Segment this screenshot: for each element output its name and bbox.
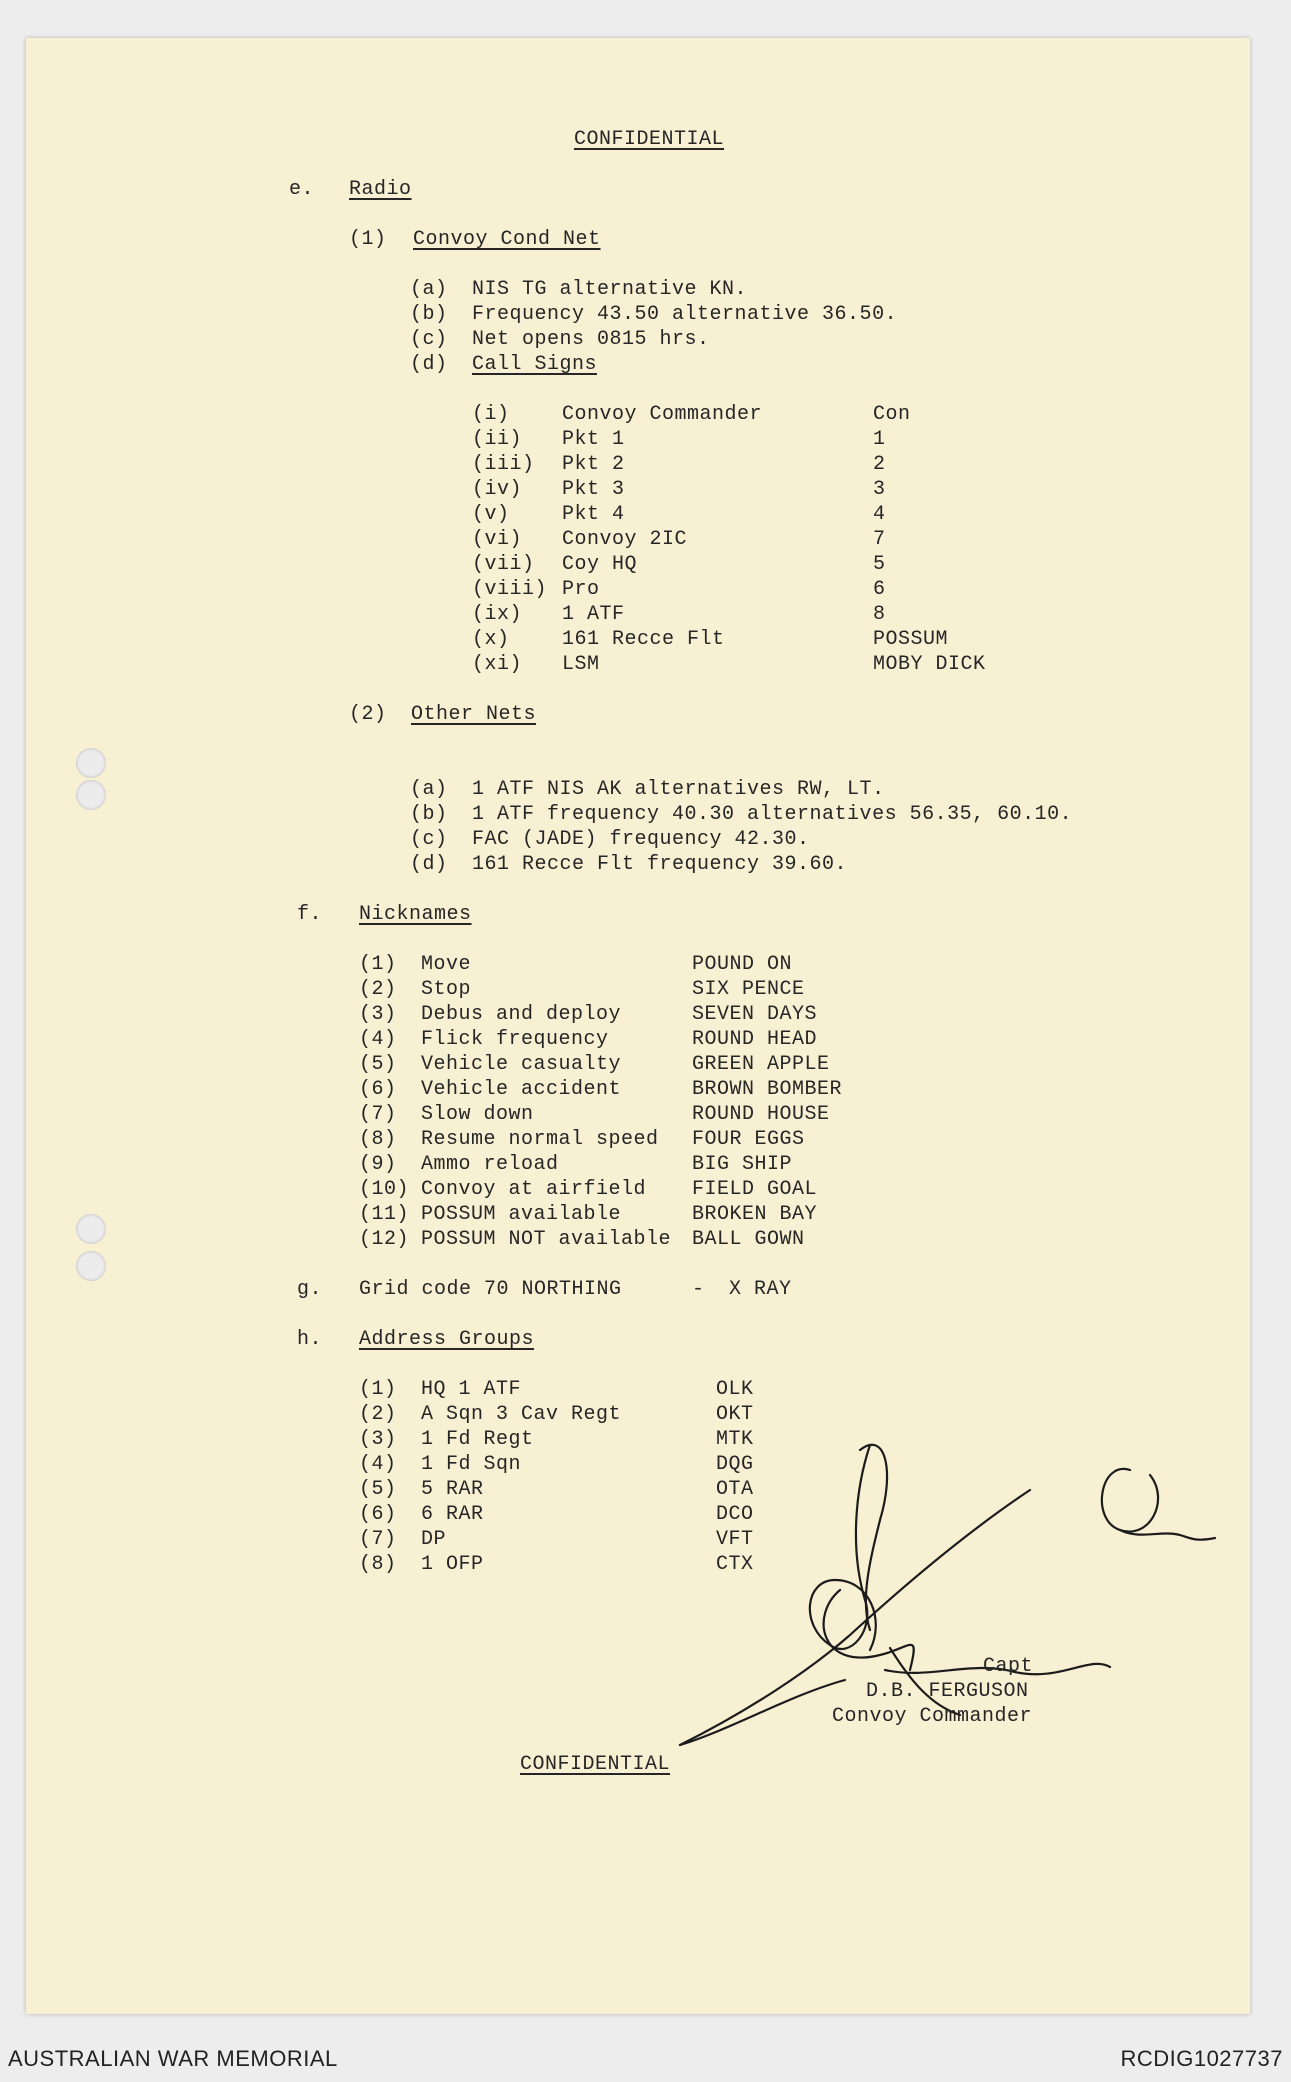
call-sign-number: (vii): [472, 553, 535, 576]
nickname-meaning: POSSUM available: [421, 1203, 622, 1226]
address-number: (1): [359, 1378, 397, 1401]
list-item-text: 1 ATF frequency 40.30 alternatives 56.35, 60.10.: [472, 803, 1073, 826]
nickname-code: GREEN APPLE: [692, 1053, 830, 1076]
call-sign-name: Pkt 3: [562, 478, 625, 501]
call-sign-number: (viii): [472, 578, 548, 601]
grid-code-dash: -: [692, 1278, 705, 1301]
call-sign-name: 161 Recce Flt: [562, 628, 725, 651]
nickname-meaning: Stop: [421, 978, 472, 1001]
archive-label-left: AUSTRALIAN WAR MEMORIAL: [8, 2046, 338, 2071]
grid-code-value: X RAY: [729, 1278, 792, 1301]
nickname-number: (1): [359, 953, 397, 976]
list-item-marker: (a): [410, 278, 448, 301]
nickname-number: (8): [359, 1128, 397, 1151]
call-sign-name: Pkt 1: [562, 428, 625, 451]
nickname-meaning: Debus and deploy: [421, 1003, 622, 1026]
subsection-1-title: Convoy Cond Net: [413, 228, 601, 251]
list-item-marker: (a): [410, 778, 448, 801]
address-number: (2): [359, 1403, 397, 1426]
nickname-number: (4): [359, 1028, 397, 1051]
call-sign-name: Pkt 4: [562, 503, 625, 526]
call-sign-name: 1 ATF: [562, 603, 625, 626]
grid-code-text: Grid code 70 NORTHING: [359, 1278, 622, 1301]
call-sign-name: Convoy 2IC: [562, 528, 688, 551]
nickname-meaning: Convoy at airfield: [421, 1178, 647, 1201]
address-unit: HQ 1 ATF: [421, 1378, 522, 1401]
nickname-meaning: Slow down: [421, 1103, 534, 1126]
call-sign-code: POSSUM: [873, 628, 949, 651]
address-code: CTX: [716, 1553, 754, 1576]
call-sign-number: (i): [472, 403, 510, 426]
subsection-2-title: Other Nets: [411, 703, 537, 726]
nickname-meaning: Resume normal speed: [421, 1128, 659, 1151]
list-item-marker: (b): [410, 803, 448, 826]
address-number: (6): [359, 1503, 397, 1526]
call-sign-code: 6: [873, 578, 886, 601]
address-number: (4): [359, 1453, 397, 1476]
call-sign-number: (iii): [472, 453, 535, 476]
nickname-code: SIX PENCE: [692, 978, 805, 1001]
nickname-number: (9): [359, 1153, 397, 1176]
subsection-1-number: (1): [349, 228, 387, 251]
address-number: (8): [359, 1553, 397, 1576]
punch-hole: [76, 748, 106, 778]
call-sign-name: Coy HQ: [562, 553, 638, 576]
call-sign-code: 3: [873, 478, 886, 501]
call-sign-code: 1: [873, 428, 886, 451]
address-code: OKT: [716, 1403, 754, 1426]
address-unit: 5 RAR: [421, 1478, 484, 1501]
list-item-text: Frequency 43.50 alternative 36.50.: [472, 303, 898, 326]
nickname-code: BROWN BOMBER: [692, 1078, 843, 1101]
address-number: (3): [359, 1428, 397, 1451]
address-code: VFT: [716, 1528, 754, 1551]
list-item-marker: (d): [410, 853, 448, 876]
call-sign-code: 7: [873, 528, 886, 551]
address-code: DQG: [716, 1453, 754, 1476]
nickname-number: (7): [359, 1103, 397, 1126]
nickname-code: FIELD GOAL: [692, 1178, 818, 1201]
nickname-meaning: Ammo reload: [421, 1153, 559, 1176]
address-unit: DP: [421, 1528, 447, 1551]
nickname-code: FOUR EGGS: [692, 1128, 805, 1151]
address-code: DCO: [716, 1503, 754, 1526]
list-item-marker: (b): [410, 303, 448, 326]
punch-hole: [76, 1214, 106, 1244]
nickname-code: ROUND HEAD: [692, 1028, 818, 1051]
nickname-number: (11): [359, 1203, 410, 1226]
call-sign-name: Convoy Commander: [562, 403, 763, 426]
punch-hole: [76, 780, 106, 810]
nickname-number: (3): [359, 1003, 397, 1026]
call-sign-code: Con: [873, 403, 911, 426]
call-sign-number: (ix): [472, 603, 523, 626]
punch-hole: [76, 1251, 106, 1281]
call-sign-code: 5: [873, 553, 886, 576]
nickname-number: (12): [359, 1228, 410, 1251]
nickname-number: (10): [359, 1178, 410, 1201]
nickname-code: BROKEN BAY: [692, 1203, 818, 1226]
list-item-marker: (d): [410, 353, 448, 376]
archive-label-right: RCDIG1027737: [1120, 2046, 1283, 2071]
call-sign-name: Pro: [562, 578, 600, 601]
signature-name: D.B. FERGUSON: [866, 1680, 1029, 1703]
call-sign-number: (v): [472, 503, 510, 526]
nickname-meaning: POSSUM NOT available: [421, 1228, 672, 1251]
nickname-meaning: Flick frequency: [421, 1028, 609, 1051]
nickname-number: (6): [359, 1078, 397, 1101]
signature-rank: Capt: [983, 1655, 1034, 1678]
section-g-letter: g.: [297, 1278, 323, 1301]
address-unit: 1 OFP: [421, 1553, 484, 1576]
list-item-text: 1 ATF NIS AK alternatives RW, LT.: [472, 778, 885, 801]
section-f-title: Nicknames: [359, 903, 472, 926]
call-sign-number: (iv): [472, 478, 523, 501]
call-sign-code: 2: [873, 453, 886, 476]
nickname-meaning: Move: [421, 953, 472, 976]
nickname-code: ROUND HOUSE: [692, 1103, 830, 1126]
nickname-meaning: Vehicle accident: [421, 1078, 622, 1101]
list-item-text: 161 Recce Flt frequency 39.60.: [472, 853, 848, 876]
call-sign-code: MOBY DICK: [873, 653, 986, 676]
section-e-letter: e.: [289, 178, 315, 201]
address-unit: 1 Fd Regt: [421, 1428, 534, 1451]
list-item-marker: (c): [410, 328, 448, 351]
classification-header: CONFIDENTIAL: [574, 128, 725, 151]
call-sign-name: LSM: [562, 653, 600, 676]
section-h-title: Address Groups: [359, 1328, 535, 1351]
address-number: (7): [359, 1528, 397, 1551]
call-sign-number: (x): [472, 628, 510, 651]
list-item-text: NIS TG alternative KN.: [472, 278, 748, 301]
list-item-marker: (c): [410, 828, 448, 851]
nickname-meaning: Vehicle casualty: [421, 1053, 622, 1076]
address-unit: 1 Fd Sqn: [421, 1453, 522, 1476]
address-code: OLK: [716, 1378, 754, 1401]
call-signs-title: Call Signs: [472, 353, 598, 376]
call-sign-number: (xi): [472, 653, 523, 676]
signature-role: Convoy Commander: [832, 1705, 1033, 1728]
address-unit: 6 RAR: [421, 1503, 484, 1526]
call-sign-code: 8: [873, 603, 886, 626]
list-item-text: FAC (JADE) frequency 42.30.: [472, 828, 810, 851]
section-e-title: Radio: [349, 178, 412, 201]
nickname-code: POUND ON: [692, 953, 793, 976]
nickname-code: SEVEN DAYS: [692, 1003, 818, 1026]
section-h-letter: h.: [297, 1328, 323, 1351]
call-sign-name: Pkt 2: [562, 453, 625, 476]
address-code: OTA: [716, 1478, 754, 1501]
address-number: (5): [359, 1478, 397, 1501]
call-sign-code: 4: [873, 503, 886, 526]
nickname-number: (2): [359, 978, 397, 1001]
nickname-number: (5): [359, 1053, 397, 1076]
address-unit: A Sqn 3 Cav Regt: [421, 1403, 622, 1426]
call-sign-number: (ii): [472, 428, 523, 451]
call-sign-number: (vi): [472, 528, 523, 551]
classification-footer: CONFIDENTIAL: [520, 1753, 671, 1776]
nickname-code: BIG SHIP: [692, 1153, 793, 1176]
nickname-code: BALL GOWN: [692, 1228, 805, 1251]
section-f-letter: f.: [297, 903, 323, 926]
subsection-2-number: (2): [349, 703, 387, 726]
list-item-text: Net opens 0815 hrs.: [472, 328, 710, 351]
address-code: MTK: [716, 1428, 754, 1451]
